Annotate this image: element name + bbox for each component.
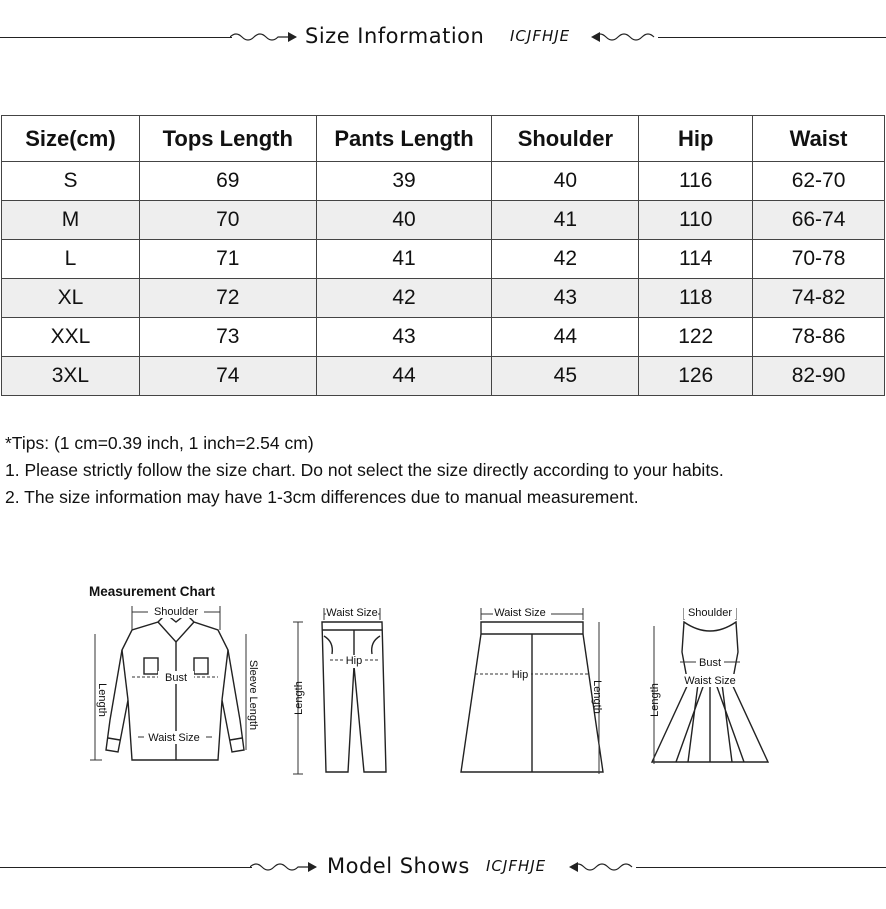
table-cell: 118: [639, 279, 753, 318]
table-cell: 66-74: [753, 201, 885, 240]
shirt-length-label: Length: [96, 683, 108, 717]
table-cell: 39: [316, 162, 492, 201]
table-cell: L: [2, 240, 140, 279]
banner-divider-right: [636, 867, 886, 868]
dress-illustration: [640, 602, 780, 777]
table-cell: XXL: [2, 318, 140, 357]
table-cell: 41: [316, 240, 492, 279]
table-row: [2, 318, 885, 357]
tip-conversion: *Tips: (1 cm=0.39 inch, 1 inch=2.54 cm): [5, 433, 314, 453]
table-row: [2, 162, 885, 201]
size-tips: [5, 430, 724, 511]
ornament-right-icon: [590, 28, 660, 48]
table-row: [2, 240, 885, 279]
table-cell: 41: [492, 201, 639, 240]
table-cell: 74-82: [753, 279, 885, 318]
dress-shoulder-label: Shoulder: [687, 607, 733, 619]
banner-divider-left: [0, 37, 232, 38]
banner-brand: ICJFHJE: [486, 857, 547, 875]
table-cell: 126: [639, 357, 753, 396]
table-cell: XL: [2, 279, 140, 318]
table-cell: 62-70: [753, 162, 885, 201]
shirt-diagram: [88, 600, 263, 780]
ornament-right-icon: [568, 858, 638, 878]
pants-length-label: Length: [293, 681, 305, 715]
table-cell: 73: [139, 318, 316, 357]
skirt-hip-label: Hip: [511, 669, 529, 681]
table-cell: 69: [139, 162, 316, 201]
dress-diagram: [640, 602, 780, 782]
size-table: [1, 115, 885, 396]
ornament-left-icon: [250, 858, 320, 878]
table-cell: 114: [639, 240, 753, 279]
table-cell: 110: [639, 201, 753, 240]
banner-title: Model Shows: [327, 854, 470, 878]
banner-brand: ICJFHJE: [510, 27, 571, 45]
column-header-waist: Waist: [753, 116, 885, 162]
table-cell: 122: [639, 318, 753, 357]
measurement-chart-title: Measurement Chart: [89, 584, 216, 599]
ornament-left-icon: [230, 28, 300, 48]
banner-divider-left: [0, 867, 252, 868]
table-cell: 72: [139, 279, 316, 318]
size-information-banner: [0, 18, 886, 58]
tip-measurement-difference: 2. The size information may have 1-3cm differences due to manual measurement.: [5, 487, 639, 507]
skirt-waist-label: Waist Size: [494, 607, 546, 619]
column-header-tops-length: Tops Length: [139, 116, 316, 162]
banner-divider-right: [658, 37, 886, 38]
column-header-hip: Hip: [639, 116, 753, 162]
shirt-shoulder-label: Shoulder: [153, 606, 199, 618]
table-row: [2, 279, 885, 318]
column-header-shoulder: Shoulder: [492, 116, 639, 162]
pants-diagram: [288, 602, 388, 782]
table-cell: 42: [316, 279, 492, 318]
table-cell: 44: [316, 357, 492, 396]
column-header-pants-length: Pants Length: [316, 116, 492, 162]
table-cell: M: [2, 201, 140, 240]
table-cell: 116: [639, 162, 753, 201]
table-cell: 40: [492, 162, 639, 201]
table-cell: 78-86: [753, 318, 885, 357]
table-cell: 70: [139, 201, 316, 240]
dress-bust-label: Bust: [698, 657, 722, 669]
table-cell: 45: [492, 357, 639, 396]
shirt-bust-label: Bust: [164, 672, 188, 684]
table-cell: 40: [316, 201, 492, 240]
shirt-illustration: [88, 600, 263, 775]
shirt-sleeve-length-label: Sleeve Length: [247, 659, 259, 731]
tip-follow-chart: 1. Please strictly follow the size chart. Do not select the size directly according to your habits.: [5, 460, 724, 480]
table-header-row: [2, 116, 885, 162]
pants-illustration: [288, 602, 388, 777]
table-row: [2, 357, 885, 396]
table-cell: 42: [492, 240, 639, 279]
skirt-diagram: [455, 602, 610, 782]
table-cell: 3XL: [2, 357, 140, 396]
table-cell: 74: [139, 357, 316, 396]
table-cell: S: [2, 162, 140, 201]
banner-title: Size Information: [305, 24, 485, 48]
pants-waist-label: Waist Size: [326, 607, 378, 619]
skirt-illustration: [455, 602, 610, 777]
table-cell: 82-90: [753, 357, 885, 396]
shirt-waist-label: Waist Size: [148, 732, 200, 744]
table-row: [2, 201, 885, 240]
pants-hip-label: Hip: [345, 655, 363, 667]
dress-waist-label: Waist Size: [684, 675, 736, 687]
model-shows-banner: [0, 848, 886, 888]
column-header-size: Size(cm): [2, 116, 140, 162]
dress-length-label: Length: [649, 683, 661, 717]
table-cell: 43: [316, 318, 492, 357]
table-cell: 70-78: [753, 240, 885, 279]
skirt-length-label: Length: [591, 680, 603, 714]
table-cell: 71: [139, 240, 316, 279]
table-cell: 43: [492, 279, 639, 318]
table-cell: 44: [492, 318, 639, 357]
